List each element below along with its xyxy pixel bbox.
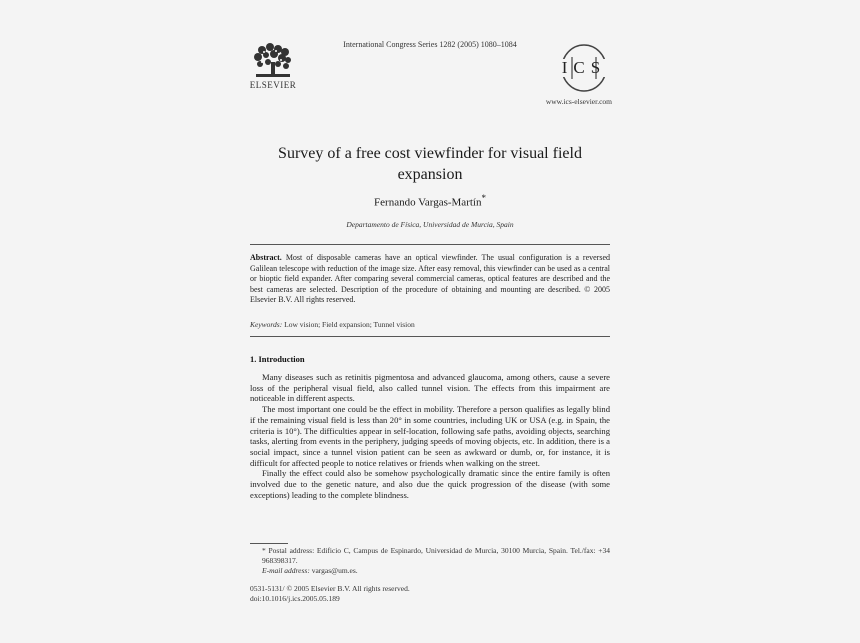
keywords-label: Keywords: [250, 320, 283, 329]
journal-citation: International Congress Series 1282 (2005) 1080–1084 [343, 40, 517, 49]
ics-logo-text: ICS [561, 58, 607, 77]
abstract [250, 253, 610, 306]
section-heading: 1. Introduction [250, 354, 305, 364]
footnote [250, 546, 610, 576]
email-address[interactable]: vargas@um.es. [311, 566, 358, 575]
doi-line[interactable]: doi:10.1016/j.ics.2005.05.189 [250, 594, 340, 603]
elsevier-wordmark: ELSEVIER [249, 80, 297, 90]
section-body [250, 372, 610, 500]
author-name: Fernando Vargas-Martín [374, 196, 482, 209]
keywords-text: Low vision; Field expansion; Tunnel vision [284, 320, 415, 329]
copyright-block [250, 584, 610, 604]
paragraph-3: Finally the effect could also be somehow psychologically dramatic since the entire family is often involved due to the genetic nature, and also due the quick progression of the disease (with some exceptions) leading to the complete blindness. [250, 468, 610, 500]
abstract-bottom-rule [250, 336, 610, 337]
abstract-top-rule [250, 244, 610, 245]
paragraph-1: Many diseases such as retinitis pigmentosa and advanced glaucoma, among others, cause a severe loss of the peripheral visual field, also called tunnel vision. The effects from this impairment are noticeable in different aspects. [250, 372, 610, 404]
author-affiliation: Departamento de Física, Universidad de Murcia, Spain [346, 220, 514, 229]
keywords [250, 320, 610, 329]
ics-logo [556, 42, 612, 94]
article-title: Survey of a free cost viewfinder for visual field expansion [278, 145, 582, 183]
elsevier-logo [248, 40, 298, 92]
abstract-label: Abstract. [250, 253, 282, 262]
footnote-postal [250, 546, 610, 566]
website-link[interactable]: www.ics-elsevier.com [545, 97, 612, 106]
footnote-rule [250, 543, 288, 544]
copyright-line: 0531-5131/ © 2005 Elsevier B.V. All rights reserved. [250, 584, 410, 593]
footnote-email [250, 566, 610, 576]
author-footnote-mark[interactable]: * [481, 193, 486, 203]
email-label: E-mail address: [262, 566, 310, 575]
paragraph-2: The most important one could be the effect in mobility. Therefore a person qualifies as legally blind if the remaining visual field is less than 20° in some countries, including UK or USA (e.g. in Spain, the criteria is 10°). The difficulties appear in self-location, following safe paths, avoiding objects, searching tasks, alerting from events in the periphery, judging speeds of moving objects, etc. In addition, there is a social impact, since a tunnel vision patient can be seen as awkward or dumb, or, for instance, it is difficult for affected people to notice relatives or friends when walking on the street. [250, 404, 610, 468]
author-line [250, 193, 610, 209]
footnote-postal-text: Postal address: Edificio C, Campus de Espinardo, Universidad de Murcia, 30100 Murcia, Spain. Tel./fax: +34 968398317. [262, 546, 611, 565]
abstract-text: Most of disposable cameras have an optical viewfinder. The usual configuration is a reversed Galilean telescope with reduction of the image size. After easy removal, this viewfinder can be used as a central or bioptic field expander. After comparing several commercial cameras, optical features are described and the best cameras are selected. Description of the procedure of obtaining and mounting are described. © 2005 Elsevier B.V. All rights reserved. [250, 253, 611, 305]
footnote-mark: * [262, 546, 266, 555]
